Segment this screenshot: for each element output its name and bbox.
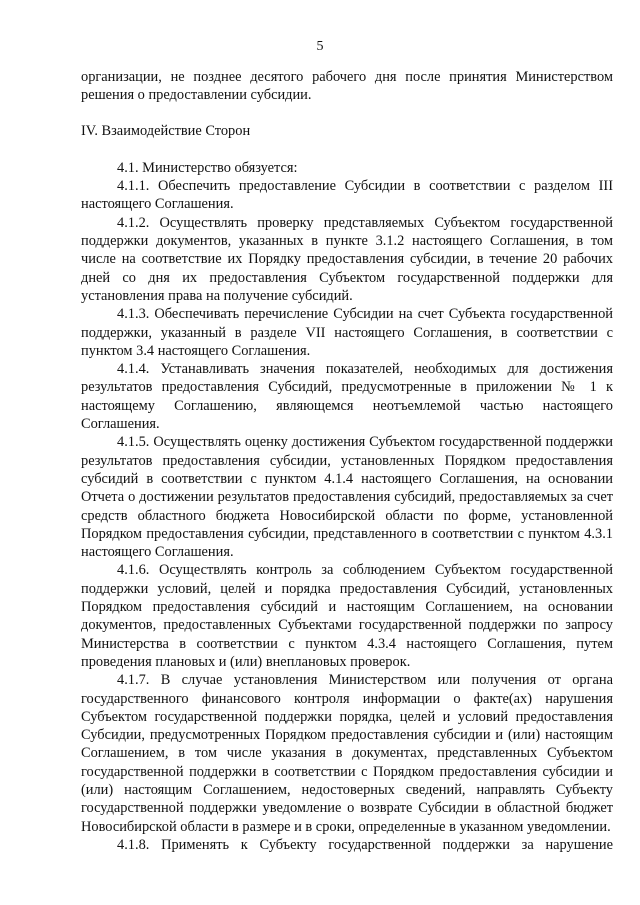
paragraph-4-1-4: 4.1.4. Устанавливать значения показателей, необходимых для достижения результатов предоставления Субсидий, предусмотренные в приложении № 1 к настоящему Соглашению, являющемся неотъемлемой частью настоящего Соглашения. xyxy=(81,361,613,433)
paragraph-4-1-8: 4.1.8. Применять к Субъекту государственной поддержки за нарушение xyxy=(117,836,613,853)
page-number: 5 xyxy=(316,39,324,54)
paragraph-4-1-5: 4.1.5. Осуществлять оценку достижения Субъектом государственной поддержки результатов предоставления субсидии, установленных Порядком предоставления субсидий в соответствии с пунктом 4.1.4 настоящего Соглашения, на основании Отчета о достижении результатов предоставления субсидий, предоставляемых за счет средств областного бюджета Новосибирской области по форме, установленной Порядком предоставления субсидии, представленного в соответствии с пунктом 4.3.1 настоящего Соглашения. xyxy=(81,434,613,561)
paragraph-continuation: организации, не позднее десятого рабочего дня после принятия Министерством решения о предоставлении субсидии. xyxy=(81,69,613,104)
paragraph-4-1-7: 4.1.7. В случае установления Министерством или получения от органа государственного финансового контроля информации о факте(ах) нарушения Субъектом государственной поддержки порядка, целей и условий предоставления Субсидии, предусмотренных Порядком предоставления субсидии и (или) настоящим Соглашением, в том числе указания в документах, представленных Субъектом государственной поддержки в соответствии с Порядком предоставления субсидии и (или) настоящим Соглашением, недостоверных сведений, направлять Субъекту государственной поддержки уведомление о возврате Субсидии в областной бюджет Новосибирской области в размере и в сроки, определенные в указанном уведомлении. xyxy=(81,672,613,835)
paragraph-4-1-3: 4.1.3. Обеспечивать перечисление Субсидии на счет Субъекта государственной поддержки, указанный в разделе VII настоящего Соглашения, в соответствии с пунктом 3.4 настоящего Соглашения. xyxy=(81,306,613,359)
paragraph-4-1: 4.1. Министерство обязуется: xyxy=(117,159,298,176)
section-heading: IV. Взаимодействие Сторон xyxy=(81,122,251,139)
paragraph-4-1-2: 4.1.2. Осуществлять проверку представляемых Субъектом государственной поддержки документов, указанных в пункте 3.1.2 настоящего Соглашения, в том числе на соответствие их Порядку предоставления субсидии, в течение 20 рабочих дней со дня их предоставления Субъектом государственной поддержки для установления права на получение субсидий. xyxy=(81,214,613,304)
paragraph-4-1-1: 4.1.1. Обеспечить предоставление Субсидии в соответствии с разделом III настоящего Соглашения. xyxy=(81,178,613,213)
paragraph-4-1-6: 4.1.6. Осуществлять контроль за соблюдением Субъектом государственной поддержки условий, целей и порядка предоставления Субсидий, установленных Порядком предоставления субсидий и настоящим Соглашением, на основании документов, предоставленных Субъектами государственной поддержки по запросу Министерства в соответствии с пунктом 4.3.4 настоящего Соглашения, путем проведения плановых и (или) внеплановых проверок. xyxy=(81,562,613,670)
document-body xyxy=(81,68,613,854)
